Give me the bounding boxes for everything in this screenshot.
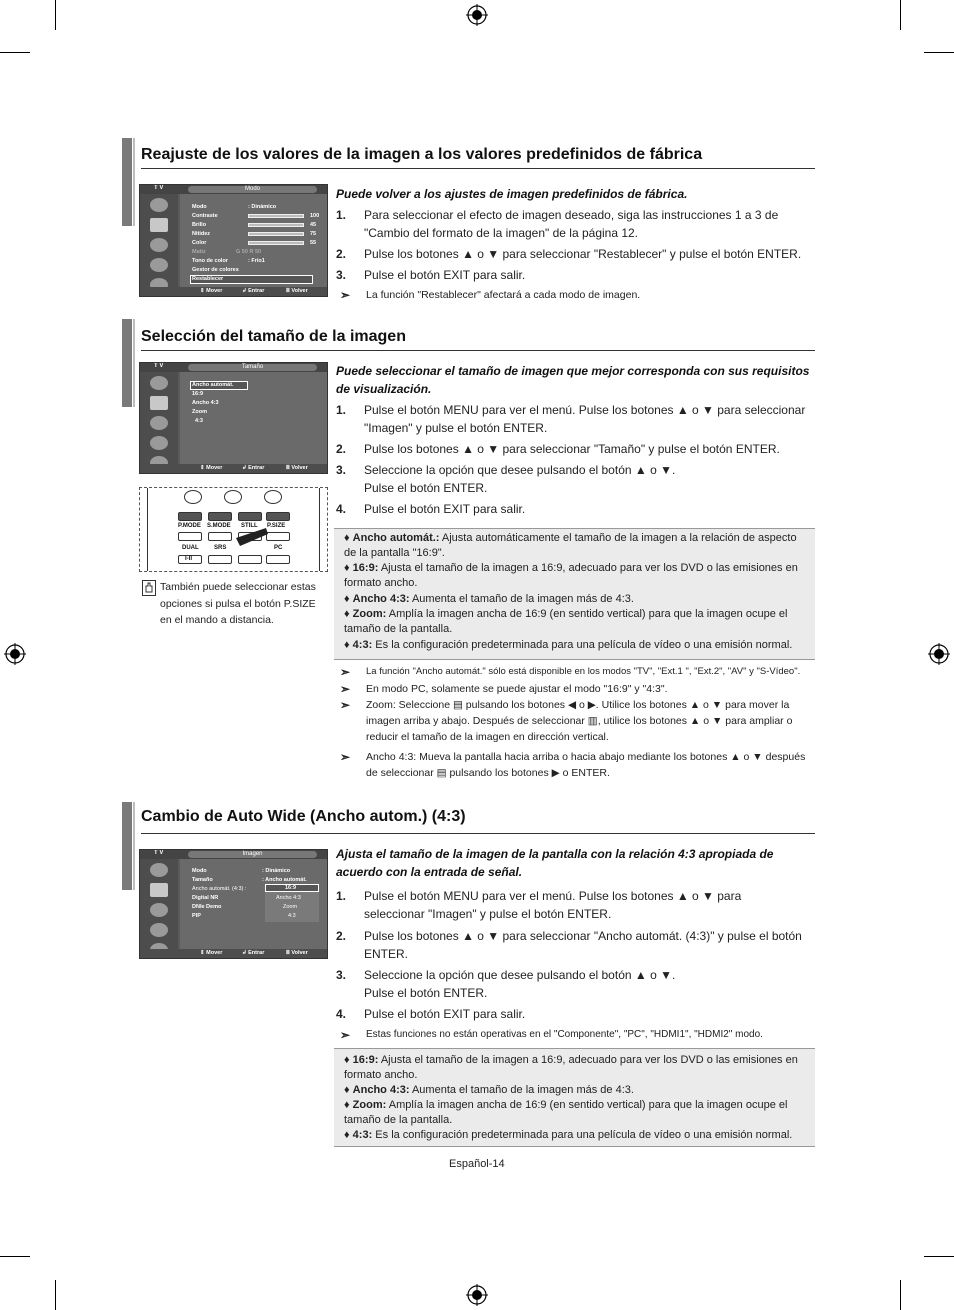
- hand-icon: [142, 580, 156, 596]
- note-arrow-icon: ➣: [340, 698, 351, 712]
- crop-mark: [924, 1256, 954, 1257]
- section-lead: Ajusta el tamaño de la imagen de la pantalla con la relación 4:3 apropiada de acuerdo con la entrada de señal.: [336, 847, 774, 879]
- bullet-box: [334, 528, 815, 660]
- crop-mark: [900, 1280, 901, 1310]
- registration-mark-icon: [466, 1284, 488, 1306]
- section-accent-bar: [122, 319, 132, 407]
- section-accent-bar: [122, 802, 132, 890]
- note-arrow-icon: ➣: [340, 750, 351, 764]
- section-accent-bar: [122, 138, 132, 226]
- note-arrow-icon: ➣: [340, 288, 351, 302]
- bullet-item: ♦ 4:3: Es la configuración predeterminada para una película de vídeo o una emisión normal.: [344, 639, 793, 651]
- section-title: Cambio de Auto Wide (Ancho autom.) (4:3): [141, 808, 466, 825]
- bullet-item: ♦ 16:9: Ajusta el tamaño de la imagen a 16:9, adecuado para ver los DVD o las emisiones en formato ancho.: [344, 562, 798, 589]
- bullet-item: ♦ Ancho 4:3: Aumenta el tamaño de la imagen más de 4:3.: [344, 1084, 634, 1096]
- section-accent-bar: [133, 138, 135, 226]
- bullet-item: ♦ 16:9: Ajusta el tamaño de la imagen a 16:9, adecuado para ver los DVD o las emisiones en formato ancho.: [344, 1054, 798, 1081]
- crop-mark: [924, 52, 954, 53]
- section-rule: [141, 168, 815, 169]
- note-arrow-icon: ➣: [340, 1028, 351, 1042]
- registration-mark-icon: [466, 4, 488, 26]
- note-arrow-icon: ➣: [340, 682, 351, 696]
- remote-illustration: P.MODE S.MODE STILL P.SIZE DUAL SRS PC I-II: [139, 487, 328, 572]
- section-rule: [141, 350, 815, 351]
- section-lead: Puede volver a los ajustes de imagen predefinidos de fábrica.: [336, 187, 688, 201]
- bullet-item: ♦ Zoom: Amplía la imagen ancha de 16:9 (en sentido vertical) para que la imagen ocupe el tamaño de la pantalla.: [344, 1099, 788, 1126]
- section-lead: Puede seleccionar el tamaño de imagen que mejor corresponda con sus requisitos de visualización.: [336, 364, 810, 396]
- bullet-item: ♦ Zoom: Amplía la imagen ancha de 16:9 (en sentido vertical) para que la imagen ocupe el tamaño de la pantalla.: [344, 608, 788, 635]
- section-accent-bar: [133, 319, 135, 407]
- registration-mark-icon: [4, 643, 26, 665]
- remote-note: También puede seleccionar estas opciones si pulsa el botón P.SIZE en el mando a distancia.: [160, 581, 316, 626]
- crop-mark: [55, 0, 56, 30]
- bullet-box: [334, 1048, 815, 1147]
- note-arrow-icon: ➣: [340, 665, 351, 679]
- section-title: Reajuste de los valores de la imagen a los valores predefinidos de fábrica: [141, 146, 703, 163]
- osd-screenshot: T V Imagen Modo : Dinámico Tamaño : Ancho automát. Ancho automát. (4:3) : 16:9 Digital NR Ancho 4:3 DNIe Demo Zoom PIP 4:3 ⇕ Mover ↲ Entrar Ⅲ Volver: [139, 849, 328, 959]
- section-accent-bar: [133, 802, 135, 890]
- section-title: Selección del tamaño de la imagen: [141, 328, 406, 345]
- osd-screenshot: T V Modo Modo : Dinámico Contraste 100 Brillo 45 Nitidez 75 Color 55 Matiz G 50 R 50 Tono de color : Frío1 Gestor de colores Restablecer ⇕ Mover ↲ Entrar Ⅲ Volver: [139, 184, 328, 297]
- crop-mark: [55, 1280, 56, 1310]
- bullet-item: ♦ Ancho 4:3: Aumenta el tamaño de la imagen más de 4:3.: [344, 593, 634, 605]
- page-number: Español-14: [449, 1158, 505, 1170]
- crop-mark: [900, 0, 901, 30]
- osd-screenshot: T V Tamaño Ancho automát. 16:9 Ancho 4:3 Zoom 4:3 ⇕ Mover ↲ Entrar Ⅲ Volver: [139, 362, 328, 474]
- registration-mark-icon: [928, 643, 950, 665]
- bullet-item: ♦ Ancho automát.: Ajusta automáticamente el tamaño de la imagen a la relación de aspecto de la pantalla "16:9".: [344, 532, 797, 559]
- crop-mark: [0, 52, 30, 53]
- crop-mark: [0, 1256, 30, 1257]
- section-rule: [141, 833, 815, 834]
- bullet-item: ♦ 4:3: Es la configuración predeterminada para una película de vídeo o una emisión normal.: [344, 1129, 793, 1141]
